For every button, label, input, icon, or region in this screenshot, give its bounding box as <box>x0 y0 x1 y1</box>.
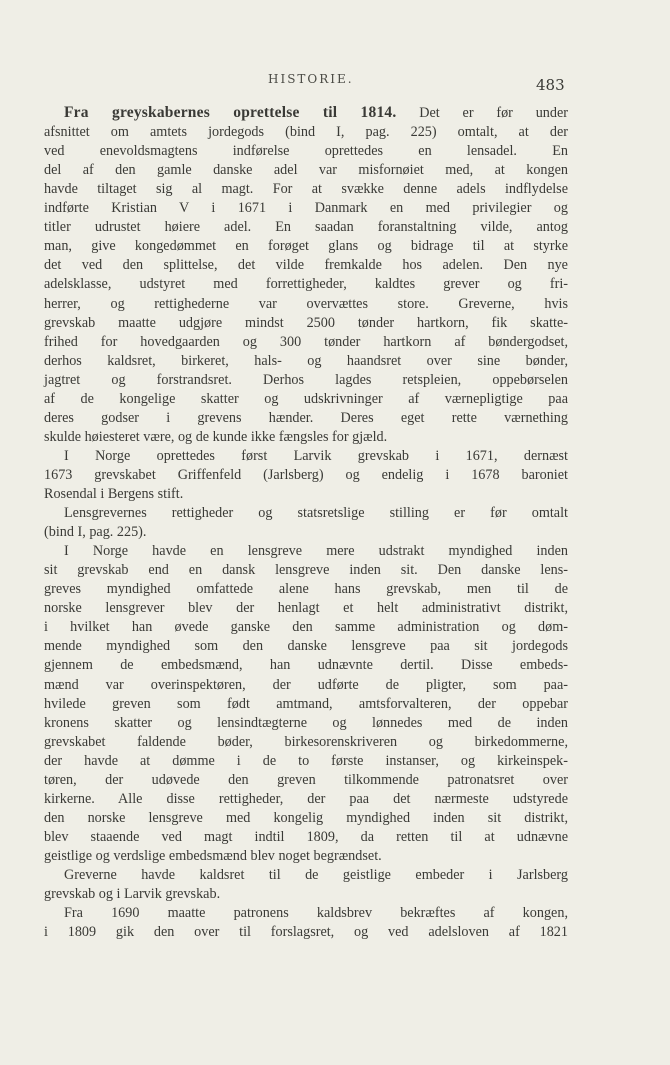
line-text: man, give kongedømmet en forøget glans og bidrage til at styrke <box>44 238 568 255</box>
text-line <box>44 714 568 732</box>
text-line <box>44 275 568 293</box>
line-text: grevskab maatte udgjøre mindst 2500 tønder hartkorn, fik skatte- <box>44 314 568 331</box>
line-text: mende myndighed som den danske lensgreve paa sit jordegods <box>44 638 568 655</box>
text-line <box>44 485 568 503</box>
line-text: derhos kaldsret, birkeret, hals- og haandsret over sine bønder, <box>44 352 568 369</box>
text-line <box>44 618 568 636</box>
line-text: skulde høiesteret være, og de kunde ikke fængsles for gjæld. <box>44 428 388 445</box>
text-line <box>44 161 568 179</box>
text-line <box>64 542 568 560</box>
line-text: gjennem de embedsmænd, han udnævnte dertil. Disse embeds- <box>44 657 568 674</box>
text-line <box>44 752 568 770</box>
line-text: frihed for hovedgaarden og 300 tønder hartkorn af bøndergodset, <box>44 333 568 350</box>
line-text: deres godser i grevens hænder. Deres eget rette værnething <box>44 409 568 426</box>
text-line <box>44 218 568 236</box>
text-line <box>44 466 568 484</box>
line-text: herrer, og rettighederne var overvættes store. Greverne, hvis <box>44 295 568 312</box>
text-line <box>44 199 568 217</box>
line-text: indførte Kristian V i 1671 i Danmark en med privilegier og <box>44 200 568 217</box>
text-line <box>44 142 568 160</box>
text-line <box>44 123 568 141</box>
line-text: grevskab og i Larvik grevskab. <box>44 886 221 903</box>
line-text: blev staaende ved magt indtil 1809, da retten til at udnævne <box>44 828 568 845</box>
line-text: der havde at dømme i de to første instanser, og kirkeinspek- <box>44 752 568 769</box>
line-text: Fra 1690 maatte patronens kaldsbrev bekræftes af kongen, <box>64 905 568 922</box>
text-line <box>44 923 568 941</box>
text-line <box>44 847 568 865</box>
text-line <box>44 599 568 617</box>
text-line <box>44 790 568 808</box>
line-text: Lensgrevernes rettigheder og statsretslige stilling er før omtalt <box>64 505 568 522</box>
line-text: norske lensgrever blev der henlagt et helt administrativt distrikt, <box>44 600 568 617</box>
line-text: tøren, der udøvede den greven tilkommende patronatsret over <box>44 771 568 788</box>
line-text: titler udrustet høiere adel. En saadan foranstaltning vilde, antog <box>44 219 568 236</box>
line-text: Greverne havde kaldsret til de geistlige embeder i Jarlsberg <box>64 867 568 883</box>
text-line <box>44 237 568 255</box>
line-text: adelsklasse, udstyret med forrettigheder, kaldtes grever og fri- <box>44 276 568 293</box>
line-text: (bind I, pag. 225). <box>44 524 147 541</box>
line-text: I Norge oprettedes først Larvik grevskab i 1671, dernæst <box>64 447 568 464</box>
text-line <box>44 656 568 674</box>
line-text: af de kongelige skatter og udskrivninger af værnepligtige paa <box>44 390 568 407</box>
line-text: 1673 grevskabet Griffenfeld (Jarlsberg) og endelig i 1678 baroniet <box>44 466 568 483</box>
line-text: havde tiltaget sig al magt. For at svække denne adels indflydelse <box>44 181 568 198</box>
line-text: del af den gamle danske adel var misfornøiet med, at kongen <box>44 162 568 179</box>
text-line <box>44 771 568 789</box>
line-text: kronens skatter og lensindtægterne og lønnedes med de inden <box>44 714 568 731</box>
text-line <box>64 504 568 522</box>
line-text: greves myndighed omfattede alene hans grevskab, men til de <box>44 581 568 598</box>
line-text: jagtret og forstrandsret. Derhos lagdes retspleien, oppebørselen <box>44 371 568 388</box>
text-line <box>64 904 568 922</box>
text-line <box>44 637 568 655</box>
text-line <box>64 866 568 884</box>
line-text: det ved den splittelse, det vilde fremkalde hos adelen. Den nye <box>44 257 568 274</box>
text-line <box>44 885 568 903</box>
section-heading: Fra greyskabernes oprettelse til 1814. <box>64 104 397 121</box>
text-line <box>44 352 568 370</box>
line-text: sit grevskab end en dansk lensgreve inden sit. Den danske lens- <box>44 562 568 579</box>
text-line <box>44 295 568 313</box>
text-line <box>44 828 568 846</box>
text-line <box>44 390 568 408</box>
running-head: HISTORIE. <box>268 72 354 86</box>
text-line <box>44 733 568 751</box>
text-line <box>44 371 568 389</box>
line-text: i hvilket han øvede ganske den samme administration og døm- <box>44 619 568 636</box>
line-text: afsnittet om amtets jordegods (bind I, pag. 225) omtalt, at der <box>44 124 568 141</box>
text-line <box>44 333 568 351</box>
text-line <box>44 523 568 541</box>
line-text: i 1809 gik den over til forslagsret, og ved adelsloven af 1821 <box>44 924 568 941</box>
line-text: geistlige og verdslige embedsmænd blev noget begrændset. <box>44 847 382 864</box>
line-text: I Norge havde en lensgreve mere udstrakt myndighed inden <box>64 543 568 560</box>
line-text: den norske lensgreve med kongelig myndighed inden sit distrikt, <box>44 809 568 826</box>
text-line <box>44 428 568 446</box>
line-text: Rosendal i Bergens stift. <box>44 486 184 502</box>
line-text: Det er før under <box>396 105 568 121</box>
text-line <box>44 314 568 332</box>
text-line <box>44 256 568 274</box>
text-line <box>44 180 568 198</box>
text-line <box>44 580 568 598</box>
page-number: 483 <box>536 76 565 94</box>
text-line <box>44 695 568 713</box>
text-line <box>44 676 568 694</box>
line-text: hvilede greven som født amtmand, amtsforvalteren, der oppebar <box>44 695 568 712</box>
line-text: kirkerne. Alle disse rettigheder, der paa det nærmeste udstyrede <box>44 790 568 807</box>
line-text: ved enevoldsmagtens indførelse oprettedes en lensadel. En <box>44 143 568 160</box>
text-line <box>64 104 568 122</box>
text-line <box>44 561 568 579</box>
line-text: grevskabet faldende bøder, birkesorenskriveren og birkedommerne, <box>44 733 568 750</box>
text-line <box>44 409 568 427</box>
text-line <box>44 809 568 827</box>
line-text: mænd var overinspektøren, der udførte de pligter, som paa- <box>44 676 568 693</box>
text-line <box>64 447 568 465</box>
